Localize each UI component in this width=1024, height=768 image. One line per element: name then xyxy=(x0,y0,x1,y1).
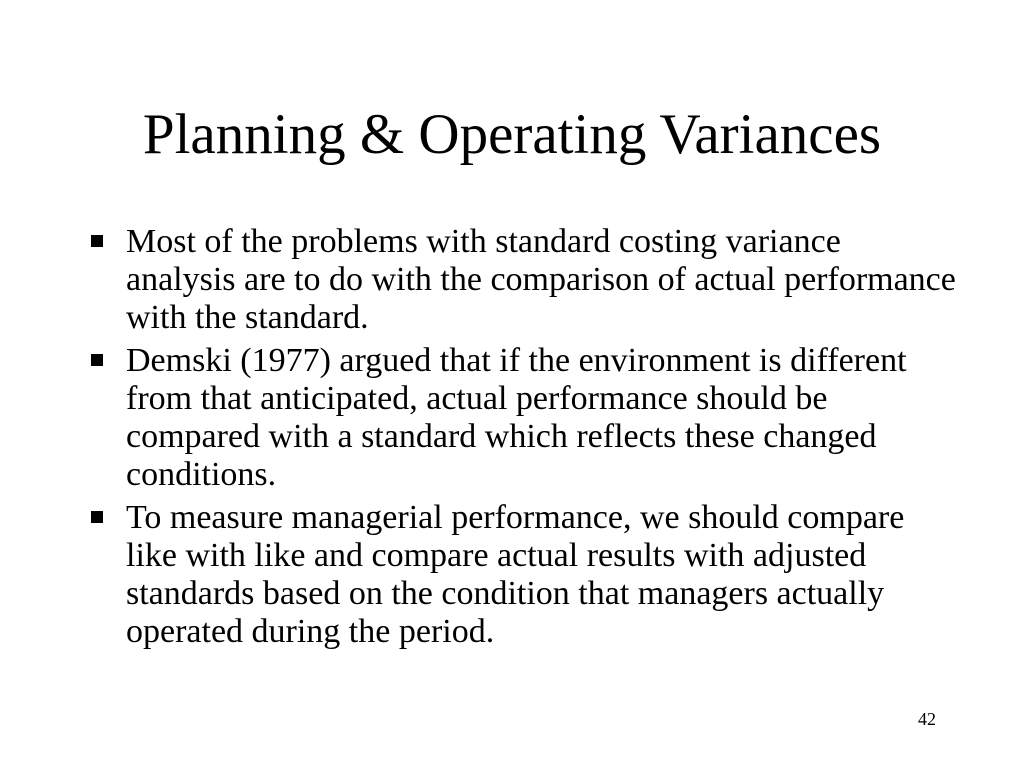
square-bullet-icon xyxy=(91,511,103,523)
bullet-item xyxy=(126,223,956,337)
slide-title: Planning & Operating Variances xyxy=(142,103,882,166)
bullet-list xyxy=(126,223,956,656)
bullet-text: Most of the problems with standard costing variance analysis are to do with the comparison of actual performance with the standard. xyxy=(126,223,956,336)
bullet-text: To measure managerial performance, we should compare like with like and compare actual results with adjusted standards based on the condition that managers actually operated during the period. xyxy=(126,499,905,650)
bullet-item xyxy=(126,342,956,494)
bullet-text: Demski (1977) argued that if the environment is different from that anticipated, actual performance should be compared with a standard which reflects these changed conditions. xyxy=(126,342,907,493)
page-number: 42 xyxy=(918,709,936,729)
bullet-item xyxy=(126,499,956,651)
square-bullet-icon xyxy=(91,235,103,247)
square-bullet-icon xyxy=(91,354,103,366)
